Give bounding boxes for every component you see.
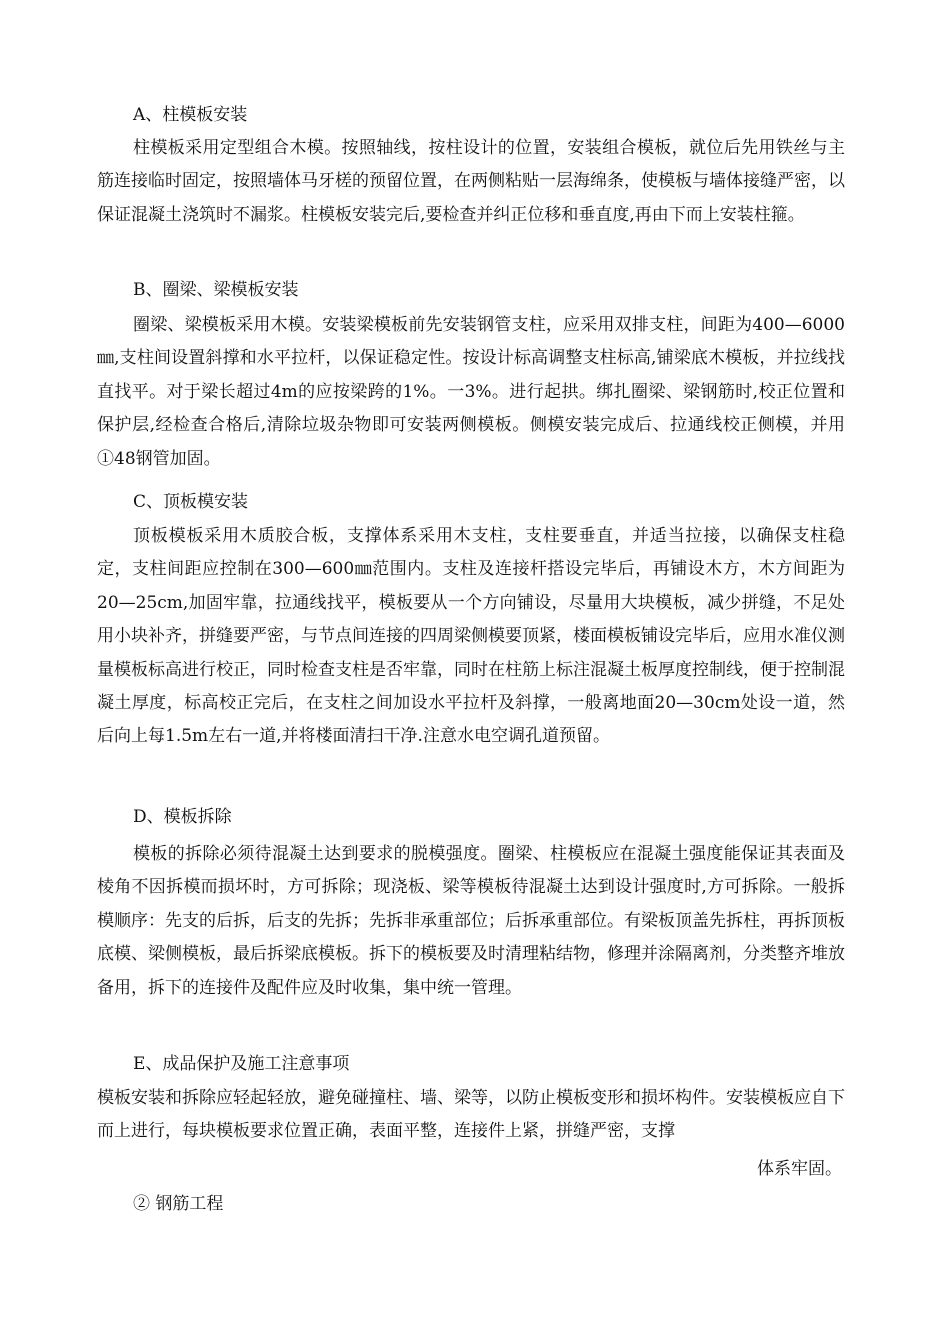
section-b-heading: B、圈梁、梁模板安装 <box>133 280 299 300</box>
section-e-heading: E、成品保护及施工注意事项 <box>133 1054 350 1074</box>
next-section-heading: ② 钢筋工程 <box>133 1194 224 1214</box>
section-c-heading: C、顶板模安装 <box>133 492 249 512</box>
section-d-body: 模板的拆除必须待混凝土达到要求的脱模强度。圈梁、柱模板应在混凝土强度能保证其表面及棱角不因拆模而损坏时，方可拆除；现浇板、梁等模板待混凝土达到设计强度时,方可拆除。一般拆模顺序：先支的后拆，后支的先拆；先拆非承重部位；后拆承重部位。有梁板顶盖先拆柱，再拆顶板底模、梁侧模板，最后拆梁底模板。拆下的模板要及时清理粘结物，修理并涂隔离剂，分类整齐堆放备用，拆下的连接件及配件应及时收集，集中统一管理。 <box>97 844 845 998</box>
section-e-body-tail: 体系牢固。 <box>757 1159 842 1179</box>
section-d-heading: D、模板拆除 <box>133 807 232 827</box>
section-c-body: 顶板模板采用木质胶合板，支撑体系采用木支柱，支柱要垂直，并适当拉接，以确保支柱稳定，支柱间距应控制在300—600㎜范围内。支柱及连接杆搭设完毕后，再铺设木方，木方间距为20—25cm,加固牢靠，拉通线找平，模板要从一个方向铺设，尽量用大块模板，减少拼缝，不足处用小块补齐，拼缝要严密，与节点间连接的四周梁侧模要顶紧，楼面模板铺设完毕后，应用水准仪测量模板标高进行校正，同时检查支柱是否牢靠，同时在柱筋上标注混凝土板厚度控制线，便于控制混凝土厚度，标高校正完后，在支柱之间加设水平拉杆及斜撑，一般离地面20—30cm处设一道，然后向上每1.5m左右一道,并将楼面清扫干净.注意水电空调孔道预留。 <box>97 526 845 747</box>
section-a-heading: A、柱模板安装 <box>133 105 248 125</box>
section-b-body: 圈梁、梁模板采用木模。安装梁模板前先安装钢管支柱，应采用双排支柱，间距为400—6000㎜,支柱间设置斜撑和水平拉杆，以保证稳定性。按设计标高调整支柱标高,铺梁底木模板，并拉线找直找平。对于梁长超过4m的应按梁跨的1%。一3%。进行起拱。绑扎圈梁、梁钢筋时,校正位置和保护层,经检查合格后,清除垃圾杂物即可安装两侧模板。侧模安装完成后、拉通线校正侧模，并用①48钢管加固。 <box>97 315 845 469</box>
section-e-body: 模板安装和拆除应轻起轻放，避免碰撞柱、墙、梁等，以防止模板变形和损坏构件。安装模板应自下而上进行，每块模板要求位置正确，表面平整，连接件上紧，拼缝严密，支撑 <box>97 1088 845 1142</box>
section-a-body: 柱模板采用定型组合木模。按照轴线，按柱设计的位置，安装组合模板，就位后先用铁丝与主筋连接临时固定，按照墙体马牙槎的预留位置，在两侧粘贴一层海绵条，使模板与墙体接缝严密，以保证混凝土浇筑时不漏浆。柱模板安装完后,要检查并纠正位移和垂直度,再由下而上安装柱箍。 <box>97 138 845 225</box>
